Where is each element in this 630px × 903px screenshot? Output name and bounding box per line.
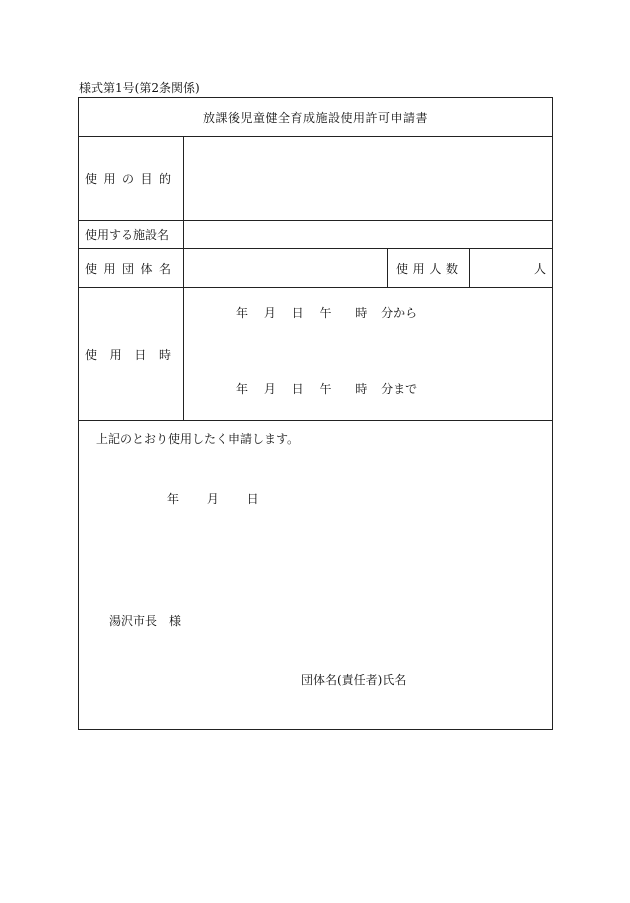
group-name-label: 使 用 団 体 名 — [79, 249, 184, 288]
people-count-label: 使 用 人 数 — [388, 249, 470, 288]
group-name-field[interactable] — [184, 249, 388, 288]
request-statement: 上記のとおり使用したく申請します。 — [96, 432, 300, 446]
facility-label: 使用する施設名 — [79, 221, 184, 249]
datetime-field[interactable] — [184, 288, 553, 421]
datetime-to-line: 年 月 日 午 時 分まで — [236, 382, 418, 396]
purpose-field[interactable] — [184, 137, 553, 221]
people-unit: 人 — [534, 261, 547, 276]
addressee: 湯沢市長 様 — [109, 614, 182, 628]
group-row — [79, 249, 553, 288]
purpose-row — [79, 137, 553, 221]
facility-field[interactable] — [184, 221, 553, 249]
people-count-field[interactable] — [470, 249, 553, 288]
datetime-row — [79, 288, 553, 421]
request-row — [79, 421, 553, 730]
application-form-table — [78, 97, 553, 730]
form-number: 様式第1号(第2条関係) — [79, 81, 200, 95]
request-date[interactable]: 年 月 日 — [167, 492, 259, 506]
datetime-from-line: 年 月 日 午 時 分から — [236, 306, 418, 320]
facility-row — [79, 221, 553, 249]
form-title: 放課後児童健全育成施設使用許可申請書 — [79, 98, 553, 137]
datetime-label: 使 用 日 時 — [79, 288, 184, 421]
title-row — [79, 98, 553, 137]
request-section — [79, 421, 553, 730]
purpose-label: 使 用 の 目 的 — [79, 137, 184, 221]
applicant-name-label[interactable]: 団体名(責任者)氏名 — [301, 673, 407, 687]
